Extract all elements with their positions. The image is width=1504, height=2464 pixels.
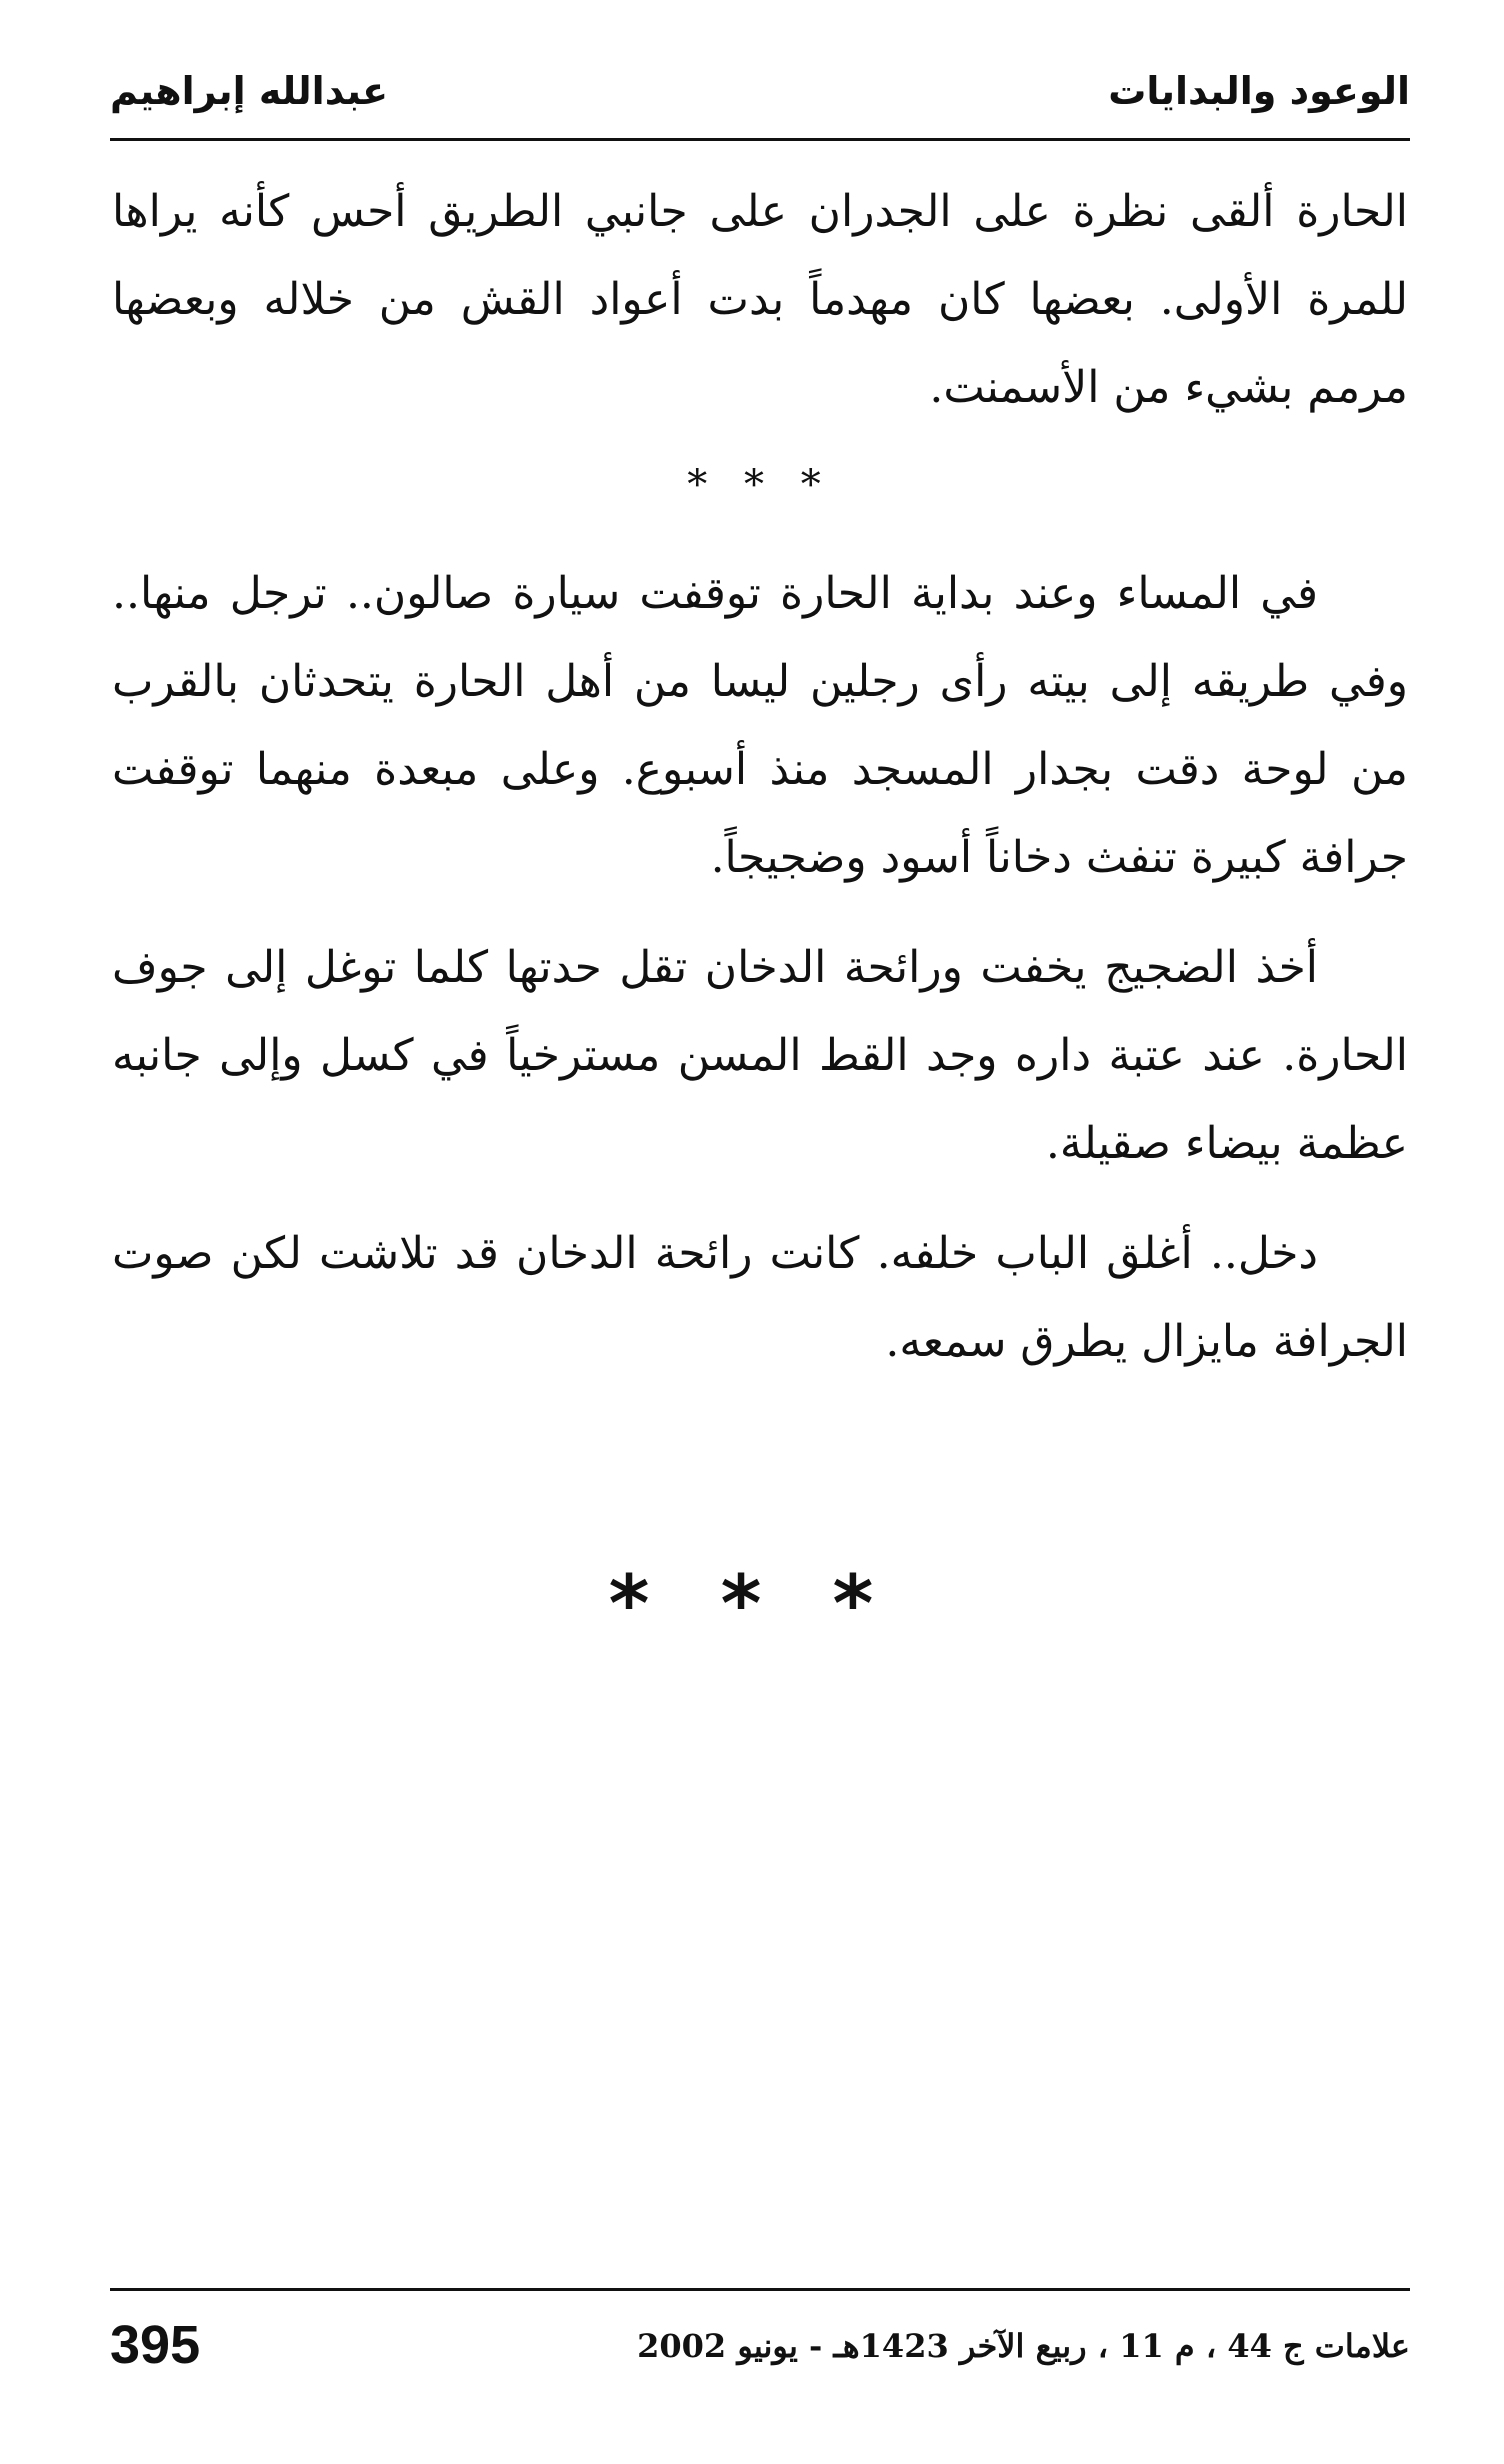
footer-rule bbox=[110, 2288, 1410, 2291]
page-footer bbox=[110, 2310, 1410, 2390]
page-number: 395 bbox=[110, 2315, 201, 2375]
journal-citation: علامات ج 44 ، م 11 ، ربيع الآخر 1423هـ - يونيو 2002 bbox=[637, 2327, 1410, 2365]
paragraph-1: الحارة ألقى نظرة على الجدران على جانبي الطريق أحس كأنه يراها للمرة الأولى. بعضها كان مهدماً بدت أعواد القش من خلاله وبعضها مرمم بشيء من الأسمنت. bbox=[112, 186, 1408, 413]
paragraph-4: دخل.. أغلق الباب خلفه. كانت رائحة الدخان قد تلاشت لكن صوت الجرافة مايزال يطرق سمعه. bbox=[112, 1228, 1408, 1367]
header-rule bbox=[110, 138, 1410, 141]
running-author: عبدالله إبراهيم bbox=[110, 69, 389, 113]
paragraph-3: أخذ الضجيج يخفت ورائحة الدخان تقل حدتها كلما توغل إلى جوف الحارة. عند عتبة داره وجد القط المسن مسترخياً في كسل وإلى جانبه عظمة بيضاء صقيلة. bbox=[112, 942, 1408, 1169]
section-separator: * * * bbox=[687, 462, 833, 508]
body-text bbox=[112, 168, 1408, 1408]
paragraph-2: في المساء وعند بداية الحارة توقفت سيارة صالون.. ترجل منها.. وفي طريقه إلى بيته رأى رجلين ليسا من أهل الحارة يتحدثان بالقرب من لوحة دقت بجدار المسجد منذ أسبوع. وعلى مبعدة منهما توقفت جرافة كبيرة تنفث دخاناً أسود وضجيجاً. bbox=[112, 568, 1408, 883]
end-separator: * * * bbox=[608, 1560, 896, 1650]
running-title: الوعود والبدايات bbox=[1108, 69, 1410, 113]
page-header bbox=[110, 48, 1410, 138]
